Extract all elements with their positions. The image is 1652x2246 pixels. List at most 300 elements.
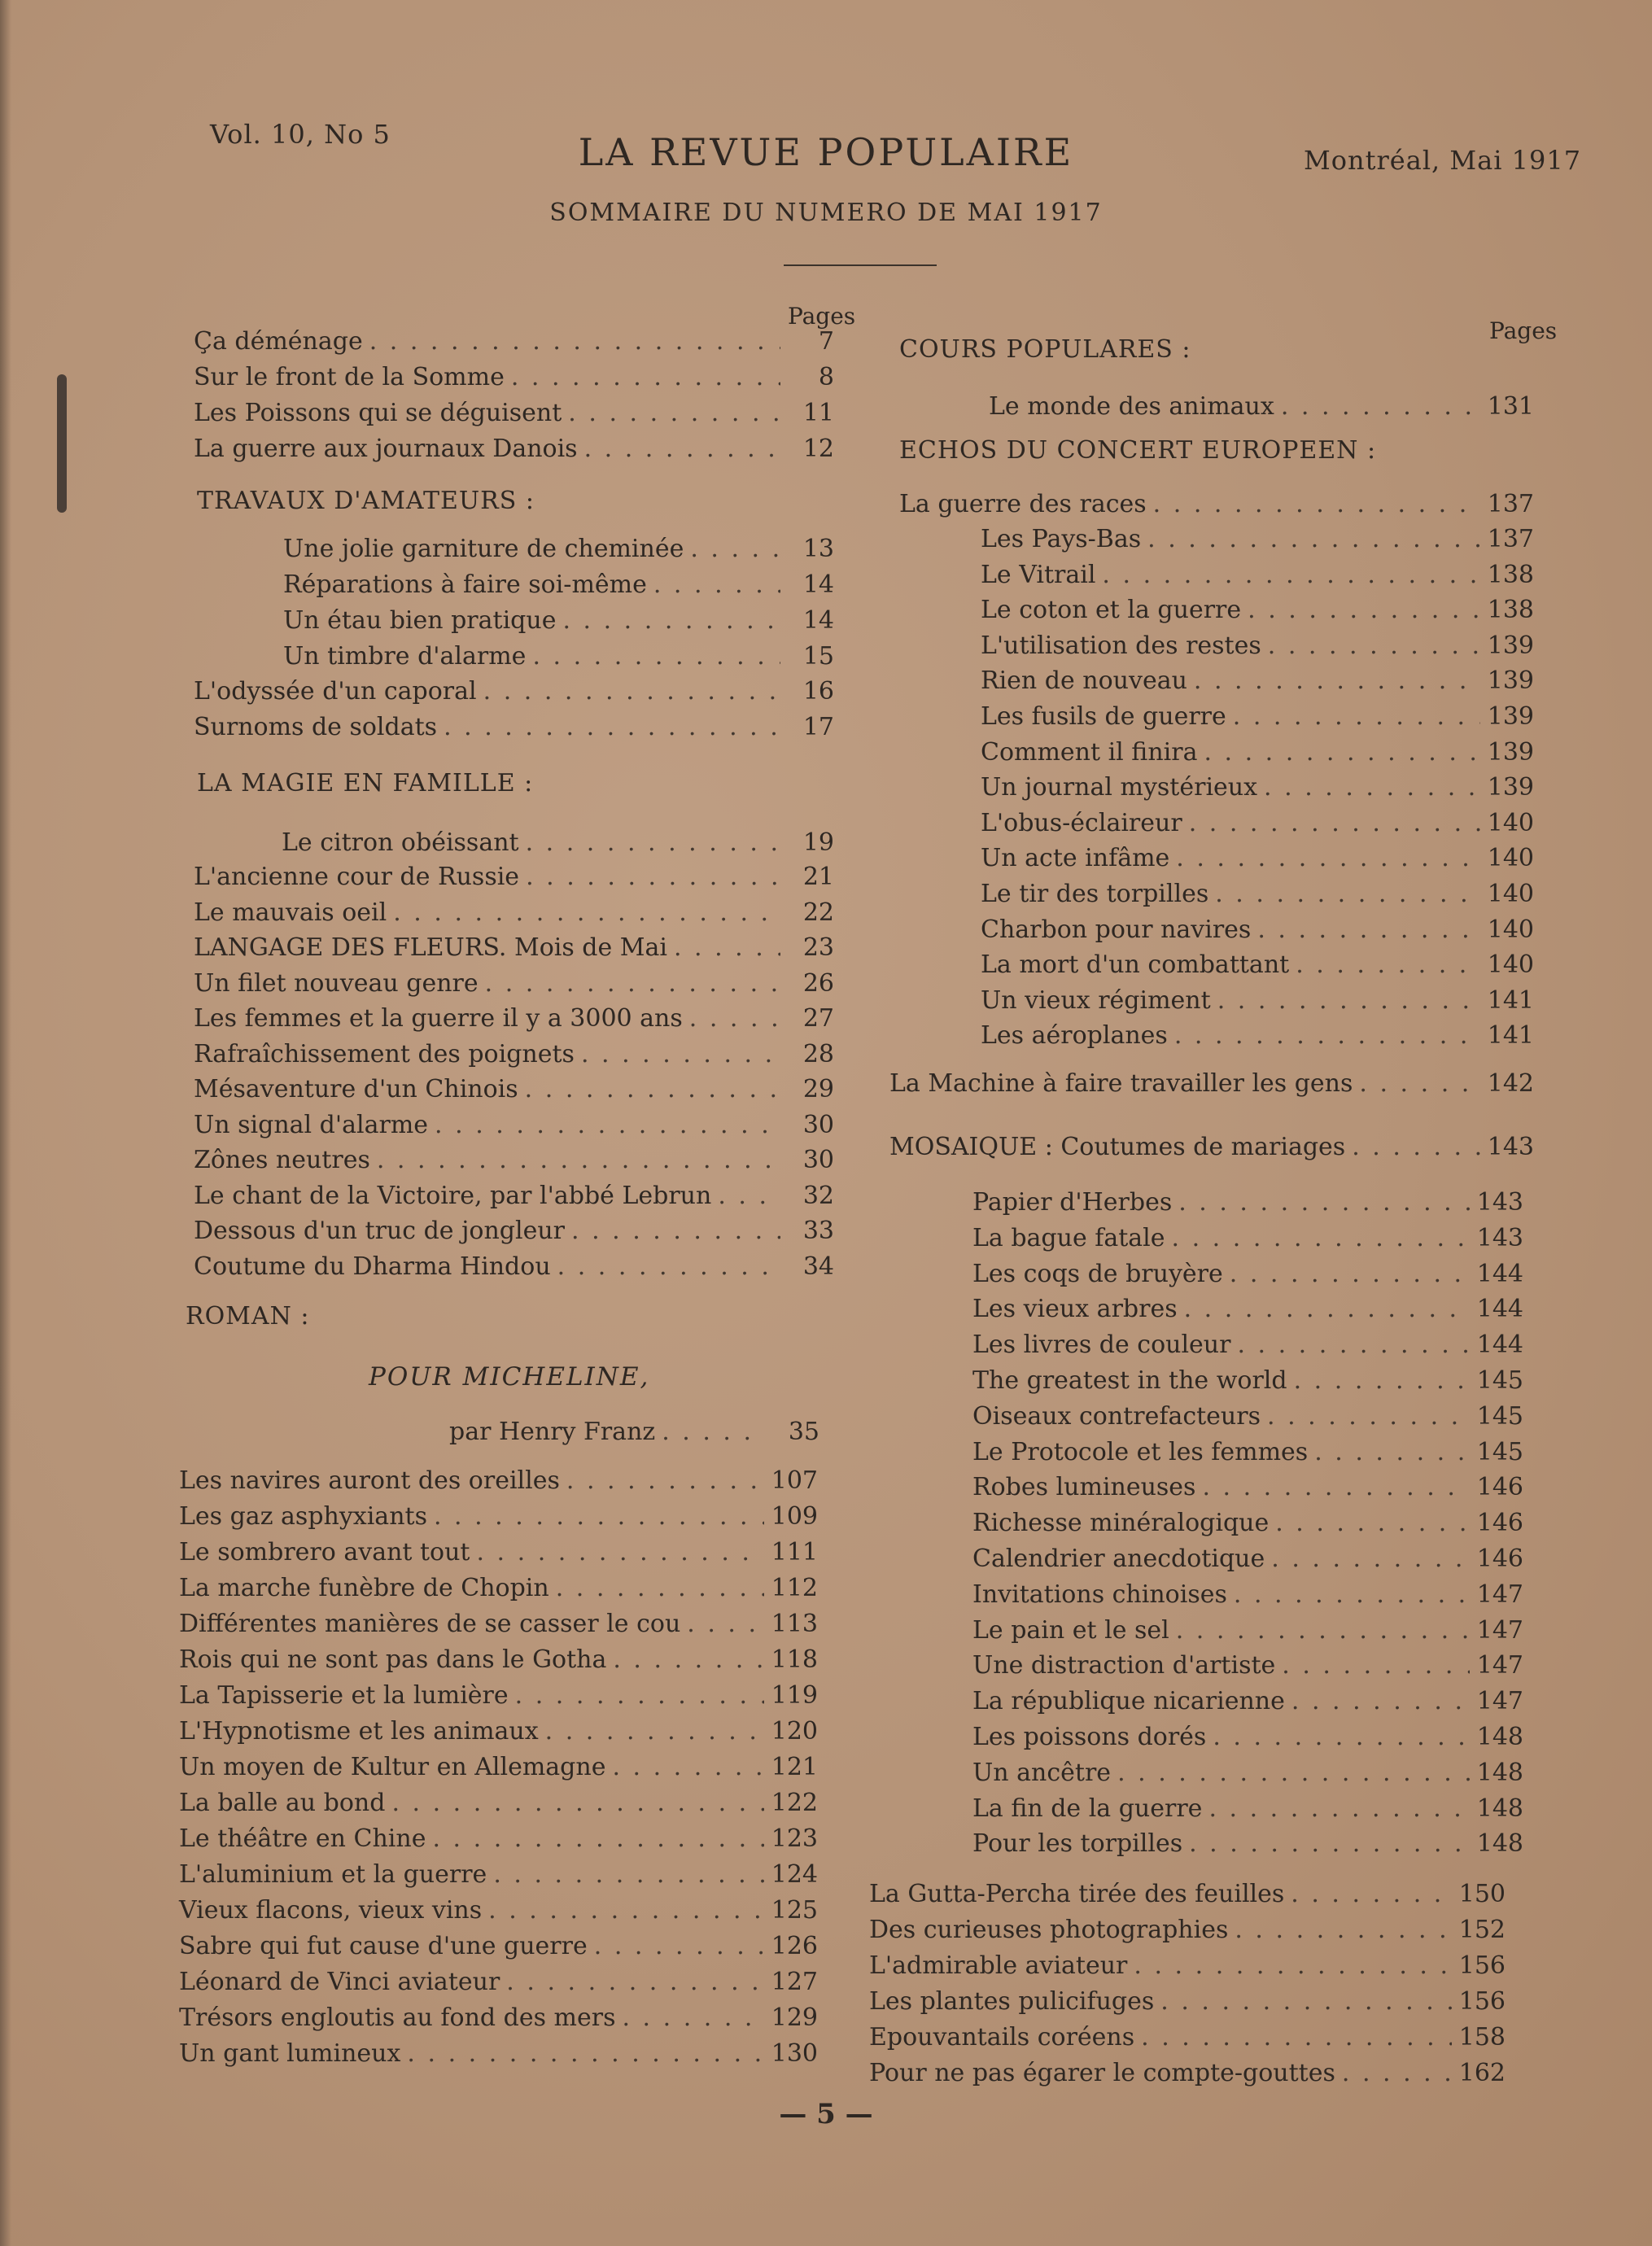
- place-date: Montréal, Mai 1917: [1304, 145, 1582, 176]
- entry-page: 8: [818, 363, 834, 391]
- dot-leader: [1141, 2021, 1452, 2054]
- dot-leader: [612, 1751, 764, 1784]
- entry-title: Des curieuses photographies: [869, 1916, 1229, 1944]
- entry-title: Le coton et la guerre: [981, 596, 1242, 625]
- entry-title: Léonard de Vinci aviateur: [179, 1968, 500, 1996]
- dot-leader: [1213, 1721, 1470, 1754]
- toc-entry: [869, 2021, 1506, 2054]
- dot-leader: [1233, 701, 1480, 733]
- entry-title: La mort d'un combattant: [981, 950, 1290, 980]
- toc-entry: [889, 1068, 1534, 1100]
- dot-leader: [1217, 985, 1480, 1017]
- entry-page: 125: [771, 1896, 818, 1925]
- toc-subentry: [972, 1222, 1523, 1255]
- entry-page: 138: [1487, 560, 1534, 589]
- toc-subentry: [282, 827, 834, 859]
- dot-leader: [1314, 1436, 1470, 1469]
- section-heading-echos: ECHOS DU CONCERT EUROPEEN :: [899, 436, 1377, 465]
- dot-leader: [1230, 1258, 1470, 1291]
- entry-title: Calendrier anecdotique: [972, 1545, 1265, 1573]
- entry-page: 148: [1476, 1723, 1523, 1751]
- dot-leader: [393, 897, 780, 929]
- entry-page: 129: [771, 2003, 818, 2032]
- dot-leader: [1234, 1579, 1470, 1611]
- entry-page: 119: [771, 1681, 818, 1710]
- entry-title: Robes lumineuses: [972, 1473, 1196, 1502]
- entry-title: Trésors engloutis au fond des mers: [179, 2003, 616, 2032]
- binding-mark: [57, 374, 67, 513]
- toc-entry: [179, 1465, 818, 1497]
- entry-title: Mésaventure d'un Chinois: [194, 1075, 518, 1103]
- toc-entry: [179, 1501, 818, 1533]
- toc-entry: [194, 1251, 834, 1283]
- toc-subentry: [972, 1793, 1523, 1825]
- entry-page: 21: [802, 863, 834, 891]
- toc-entry: [179, 1930, 818, 1963]
- entry-page: 156: [1458, 1951, 1506, 1980]
- toc-entry: [179, 1894, 818, 1927]
- dot-leader: [1271, 1543, 1470, 1575]
- entry-page: 22: [802, 898, 834, 927]
- toc-entry: [179, 1751, 818, 1784]
- toc-entry: [869, 1878, 1506, 1911]
- entry-title: Rois qui ne sont pas dans le Gotha: [179, 1645, 607, 1674]
- entry-title: MOSAIQUE : Coutumes de mariages: [889, 1133, 1346, 1161]
- toc-entry: [179, 2002, 818, 2034]
- entry-title: Rafraîchissement des poignets: [194, 1039, 575, 1068]
- dot-leader: [391, 1787, 764, 1820]
- entry-page: 12: [802, 435, 834, 463]
- toc-entry: [179, 1572, 818, 1605]
- entry-page: 35: [788, 1418, 819, 1446]
- entry-page: 122: [771, 1789, 818, 1817]
- entry-page: 143: [1487, 1133, 1534, 1161]
- toc-entry: [194, 932, 834, 964]
- entry-title: LANGAGE DES FLEURS. Mois de Mai: [194, 933, 667, 962]
- toc-subentry: [972, 1721, 1523, 1754]
- entry-page: 145: [1476, 1366, 1523, 1395]
- dot-leader: [1237, 1329, 1470, 1361]
- entry-title: Un ancêtre: [972, 1758, 1112, 1787]
- toc-subentry: [981, 842, 1534, 875]
- entry-page: 140: [1487, 844, 1534, 873]
- entry-title: Papier d'Herbes: [972, 1188, 1173, 1217]
- dot-leader: [1235, 1914, 1452, 1947]
- entry-title: L'utilisation des restes: [981, 631, 1261, 660]
- toc-subentry: [981, 771, 1534, 804]
- dot-leader: [476, 1536, 764, 1569]
- entry-title: Un signal d'alarme: [194, 1110, 429, 1139]
- toc-entry: [194, 968, 834, 1000]
- entry-title: La Tapisserie et la lumière: [179, 1681, 509, 1710]
- dot-leader: [1176, 1615, 1470, 1647]
- toc-subentry: [981, 807, 1534, 840]
- entry-title: L'obus-éclaireur: [981, 808, 1182, 837]
- entry-title: Les femmes et la guerre il y a 3000 ans: [194, 1004, 683, 1033]
- entry-page: 158: [1458, 2023, 1506, 2052]
- toc-subentry: [972, 1650, 1523, 1682]
- toc-subentry: [972, 1507, 1523, 1540]
- dot-leader: [562, 605, 780, 637]
- section-heading-magie: LA MAGIE EN FAMILLE :: [197, 769, 534, 797]
- toc-subentry: [972, 1329, 1523, 1361]
- entry-page: 148: [1476, 1829, 1523, 1859]
- dot-leader: [435, 1109, 780, 1142]
- entry-page: 13: [802, 535, 834, 563]
- dot-leader: [613, 1644, 764, 1676]
- dot-leader: [444, 711, 780, 744]
- entry-page: 144: [1476, 1259, 1523, 1288]
- dot-leader: [584, 433, 780, 465]
- entry-title: La fin de la guerre: [972, 1794, 1203, 1823]
- entry-page: 17: [802, 713, 834, 741]
- entry-page: 144: [1476, 1295, 1523, 1324]
- dot-leader: [1178, 1186, 1470, 1219]
- toc-subentry: [981, 665, 1534, 697]
- dot-leader: [1267, 1400, 1470, 1433]
- entry-title: Les livres de couleur: [972, 1331, 1231, 1360]
- toc-subentry: [981, 559, 1534, 592]
- entry-title: Le chant de la Victoire, par l'abbé Lebrun: [194, 1181, 712, 1210]
- dot-leader: [1275, 1507, 1470, 1540]
- dot-leader: [1294, 1365, 1470, 1397]
- toc-entry: [194, 1109, 834, 1142]
- entry-page: 146: [1476, 1509, 1523, 1538]
- entry-title: L'admirable aviateur: [869, 1951, 1128, 1980]
- entry-title: Dessous d'un truc de jongleur: [194, 1217, 565, 1245]
- dot-leader: [532, 640, 780, 673]
- entry-page: 156: [1458, 1987, 1506, 2016]
- toc-subentry: [981, 878, 1534, 911]
- dot-leader: [581, 1038, 780, 1071]
- entry-title: Zônes neutres: [194, 1146, 370, 1174]
- entry-page: 28: [802, 1039, 834, 1068]
- dot-leader: [1291, 1685, 1470, 1718]
- toc-subentry: [283, 640, 834, 673]
- entry-title: Les Pays-Bas: [981, 525, 1142, 553]
- entry-title: Un étau bien pratique: [283, 606, 557, 635]
- dot-leader: [1174, 1020, 1480, 1052]
- entry-title: Le théâtre en Chine: [179, 1824, 426, 1853]
- entry-page: 140: [1487, 915, 1534, 944]
- entry-title: Rien de nouveau: [981, 666, 1187, 696]
- entry-title: Les vieux arbres: [972, 1295, 1178, 1324]
- toc-entry: [889, 1131, 1534, 1164]
- entry-title: Le pain et le sel: [972, 1615, 1169, 1645]
- entry-page: 118: [771, 1645, 818, 1674]
- dot-leader: [506, 1966, 764, 1999]
- toc-entry: [194, 1003, 834, 1035]
- dot-leader: [689, 1003, 780, 1035]
- header-rule: [784, 264, 937, 266]
- dot-leader: [434, 1501, 764, 1533]
- dot-leader: [545, 1715, 764, 1748]
- entry-page: 141: [1487, 985, 1534, 1015]
- toc-entry: [869, 1914, 1506, 1947]
- entry-page: 11: [802, 399, 834, 427]
- pages-label-left: Pages: [788, 303, 856, 330]
- toc-subentry: [972, 1615, 1523, 1647]
- entry-title: Les poissons dorés: [972, 1723, 1207, 1751]
- page-edge-shadow: [0, 0, 11, 2246]
- dot-leader: [662, 1416, 766, 1449]
- toc-entry: [179, 1966, 818, 1999]
- dot-leader: [1189, 1828, 1470, 1860]
- entry-page: 147: [1476, 1651, 1523, 1680]
- dot-leader: [511, 361, 780, 394]
- toc-entry: [869, 2057, 1506, 2090]
- toc-subentry: [972, 1400, 1523, 1433]
- dot-leader: [1282, 1650, 1470, 1682]
- entry-page: 127: [771, 1968, 818, 1996]
- entry-title: Le monde des animaux: [989, 392, 1274, 421]
- toc-subentry: [972, 1365, 1523, 1397]
- entry-page: 126: [771, 1932, 818, 1960]
- entry-page: 146: [1476, 1545, 1523, 1573]
- toc-subentry: [981, 949, 1534, 981]
- entry-page: 131: [1487, 392, 1534, 421]
- toc-subentry: [972, 1471, 1523, 1504]
- entry-title: La république nicarienne: [972, 1687, 1285, 1716]
- dot-leader: [571, 1215, 780, 1248]
- toc-entry: [194, 361, 834, 394]
- entry-title: Vieux flacons, vieux vins: [179, 1896, 483, 1925]
- section-heading-roman: ROMAN :: [186, 1302, 310, 1331]
- entry-title: Les Poissons qui se déguisent: [194, 399, 562, 427]
- toc-subentry: [981, 985, 1534, 1017]
- dot-leader: [674, 932, 780, 964]
- section-heading-cours: COURS POPULARES :: [899, 335, 1191, 364]
- summary-heading: SOMMAIRE DU NUMERO DE MAI 1917: [549, 199, 1103, 227]
- entry-title: Un acte infâme: [981, 844, 1170, 873]
- dot-leader: [1202, 1471, 1470, 1504]
- entry-title: Les fusils de guerre: [981, 702, 1226, 731]
- entry-title: La Machine à faire travailler les gens: [889, 1069, 1353, 1098]
- entry-page: 137: [1487, 490, 1534, 518]
- entry-title: La guerre des races: [899, 490, 1147, 518]
- toc-entry: [869, 1986, 1506, 2018]
- dot-leader: [690, 533, 780, 566]
- entry-title: La Gutta-Percha tirée des feuilles: [869, 1880, 1285, 1908]
- entry-page: 142: [1487, 1069, 1534, 1098]
- entry-page: 139: [1487, 666, 1534, 696]
- toc-entry: [179, 1680, 818, 1712]
- dot-leader: [525, 1073, 780, 1106]
- entry-title: Une distraction d'artiste: [972, 1651, 1276, 1680]
- magazine-title: LA REVUE POPULAIRE: [578, 130, 1074, 174]
- toc-subentry: [981, 1020, 1534, 1052]
- dot-leader: [1281, 391, 1480, 423]
- entry-title: Ça déménage: [194, 327, 363, 356]
- dot-leader: [1342, 2057, 1452, 2090]
- toc-subentry: [981, 630, 1534, 662]
- entry-page: 141: [1487, 1021, 1534, 1051]
- entry-page: 140: [1487, 950, 1534, 980]
- entry-page: 152: [1458, 1916, 1506, 1944]
- dot-leader: [1189, 807, 1480, 840]
- toc-entry: [899, 488, 1534, 521]
- toc-entry: [869, 1950, 1506, 1982]
- entry-title: Charbon pour navires: [981, 915, 1252, 944]
- dot-leader: [493, 1859, 764, 1891]
- entry-page: 109: [771, 1502, 818, 1531]
- entry-page: 143: [1476, 1188, 1523, 1217]
- toc-entry: [194, 711, 834, 744]
- dot-leader: [1147, 523, 1480, 556]
- entry-title: Pour les torpilles: [972, 1829, 1183, 1859]
- entry-page: 139: [1487, 737, 1534, 767]
- toc-subentry: [283, 533, 834, 566]
- dot-leader: [407, 2038, 764, 2070]
- dot-leader: [1160, 1986, 1452, 2018]
- entry-title: Les coqs de bruyère: [972, 1259, 1223, 1288]
- entry-page: 120: [771, 1717, 818, 1746]
- entry-title: Les plantes pulicifuges: [869, 1987, 1155, 2016]
- dot-leader: [1184, 1293, 1470, 1326]
- dot-leader: [1204, 736, 1480, 769]
- dot-leader: [718, 1180, 780, 1213]
- entry-page: 7: [818, 327, 834, 356]
- dot-leader: [1134, 1950, 1452, 1982]
- entry-page: 15: [802, 642, 834, 671]
- dot-leader: [1172, 1222, 1470, 1255]
- dot-leader: [526, 861, 780, 894]
- toc-entry: [194, 397, 834, 430]
- dot-leader: [485, 968, 780, 1000]
- toc-entry: [194, 861, 834, 894]
- entry-page: 137: [1487, 525, 1534, 553]
- entry-title: Le mauvais oeil: [194, 898, 387, 927]
- toc-entry: [194, 1215, 834, 1248]
- dot-leader: [622, 2002, 764, 2034]
- entry-page: 147: [1476, 1687, 1523, 1716]
- entry-page: 162: [1458, 2059, 1506, 2087]
- entry-page: 14: [802, 606, 834, 635]
- dot-leader: [483, 675, 780, 708]
- toc-subentry: [283, 569, 834, 601]
- toc-entry: [179, 1715, 818, 1748]
- toc-entry: [179, 1644, 818, 1676]
- entry-title: par Henry Franz: [449, 1418, 656, 1446]
- entry-title: Réparations à faire soi-même: [283, 570, 647, 599]
- toc-entry: [179, 1823, 818, 1855]
- entry-page: 139: [1487, 773, 1534, 802]
- entry-page: 23: [802, 933, 834, 962]
- entry-page: 145: [1476, 1437, 1523, 1466]
- dot-leader: [1352, 1131, 1480, 1164]
- toc-entry: [194, 326, 834, 358]
- toc-entry: [194, 897, 834, 929]
- entry-title: Le sombrero avant tout: [179, 1538, 470, 1567]
- entry-title: L'aluminium et la guerre: [179, 1860, 487, 1889]
- entry-page: 111: [771, 1538, 818, 1567]
- entry-page: 27: [802, 1004, 834, 1033]
- toc-subentry: [972, 1579, 1523, 1611]
- page-number: — 5 —: [779, 2098, 873, 2130]
- entry-title: Surnoms de soldats: [194, 713, 438, 741]
- dot-leader: [1268, 630, 1480, 662]
- toc-subentry: [283, 605, 834, 637]
- volume-number: Vol. 10, No 5: [210, 119, 391, 150]
- entry-title: Les gaz asphyxiants: [179, 1502, 427, 1531]
- toc-subentry: [981, 736, 1534, 769]
- entry-title: Coutume du Dharma Hindou: [194, 1252, 551, 1281]
- entry-page: 143: [1476, 1223, 1523, 1252]
- toc-subentry: [972, 1543, 1523, 1575]
- toc-subentry: [972, 1186, 1523, 1219]
- section-heading-travaux: TRAVAUX D'AMATEURS :: [197, 487, 535, 515]
- dot-leader: [1296, 949, 1480, 981]
- entry-title: Oiseaux contrefacteurs: [972, 1401, 1261, 1431]
- toc-entry: [179, 1536, 818, 1569]
- toc-entry: [194, 1144, 834, 1177]
- dot-leader: [568, 397, 780, 430]
- toc-entry: [179, 1608, 818, 1641]
- entry-page: 146: [1476, 1473, 1523, 1502]
- entry-title: Epouvantails coréens: [869, 2023, 1135, 2052]
- toc-subentry: [981, 523, 1534, 556]
- entry-page: 29: [802, 1075, 834, 1103]
- entry-page: 19: [802, 828, 834, 857]
- dot-leader: [1153, 488, 1480, 521]
- toc-subentry: [989, 391, 1534, 423]
- entry-page: 26: [802, 968, 834, 998]
- entry-title: Le Vitrail: [981, 560, 1096, 589]
- dot-leader: [1102, 559, 1480, 592]
- dot-leader: [515, 1680, 764, 1712]
- toc-entry: [194, 1180, 834, 1213]
- dot-leader: [1257, 914, 1480, 946]
- entry-title: Un gant lumineux: [179, 2039, 401, 2068]
- entry-page: 145: [1476, 1401, 1523, 1431]
- toc-entry: [179, 2038, 818, 2070]
- entry-title: The greatest in the world: [972, 1366, 1287, 1395]
- toc-subentry: [972, 1828, 1523, 1860]
- entry-page: 148: [1476, 1758, 1523, 1787]
- toc-subentry: [981, 914, 1534, 946]
- dot-leader: [594, 1930, 764, 1963]
- entry-page: 33: [802, 1217, 834, 1245]
- toc-entry: [194, 433, 834, 465]
- dot-leader: [653, 569, 780, 601]
- entry-title: Sabre qui fut cause d'une guerre: [179, 1932, 588, 1960]
- dot-leader: [369, 326, 780, 358]
- dot-leader: [1264, 771, 1480, 804]
- toc-entry: [194, 1073, 834, 1106]
- entry-title: La balle au bond: [179, 1789, 386, 1817]
- entry-title: La marche funèbre de Chopin: [179, 1574, 549, 1602]
- entry-page: 30: [802, 1110, 834, 1139]
- toc-subentry: [972, 1258, 1523, 1291]
- roman-title: POUR MICHELINE,: [369, 1362, 650, 1392]
- entry-page: 147: [1476, 1580, 1523, 1609]
- dot-leader: [526, 827, 780, 859]
- entry-page: 32: [802, 1181, 834, 1210]
- entry-title: Le tir des torpilles: [981, 880, 1209, 908]
- entry-title: La guerre aux journaux Danois: [194, 435, 578, 463]
- dot-leader: [432, 1823, 764, 1855]
- entry-title: Un vieux régiment: [981, 985, 1211, 1015]
- dot-leader: [1117, 1757, 1470, 1789]
- entry-title: L'odyssée d'un caporal: [194, 677, 477, 706]
- dot-leader: [1208, 1793, 1470, 1825]
- entry-title: Richesse minéralogique: [972, 1509, 1270, 1538]
- roman-author: [449, 1416, 819, 1449]
- entry-title: Le citron obéissant: [282, 828, 519, 857]
- entry-title: Comment il finira: [981, 737, 1198, 767]
- entry-page: 34: [802, 1252, 834, 1281]
- entry-page: 113: [771, 1610, 818, 1638]
